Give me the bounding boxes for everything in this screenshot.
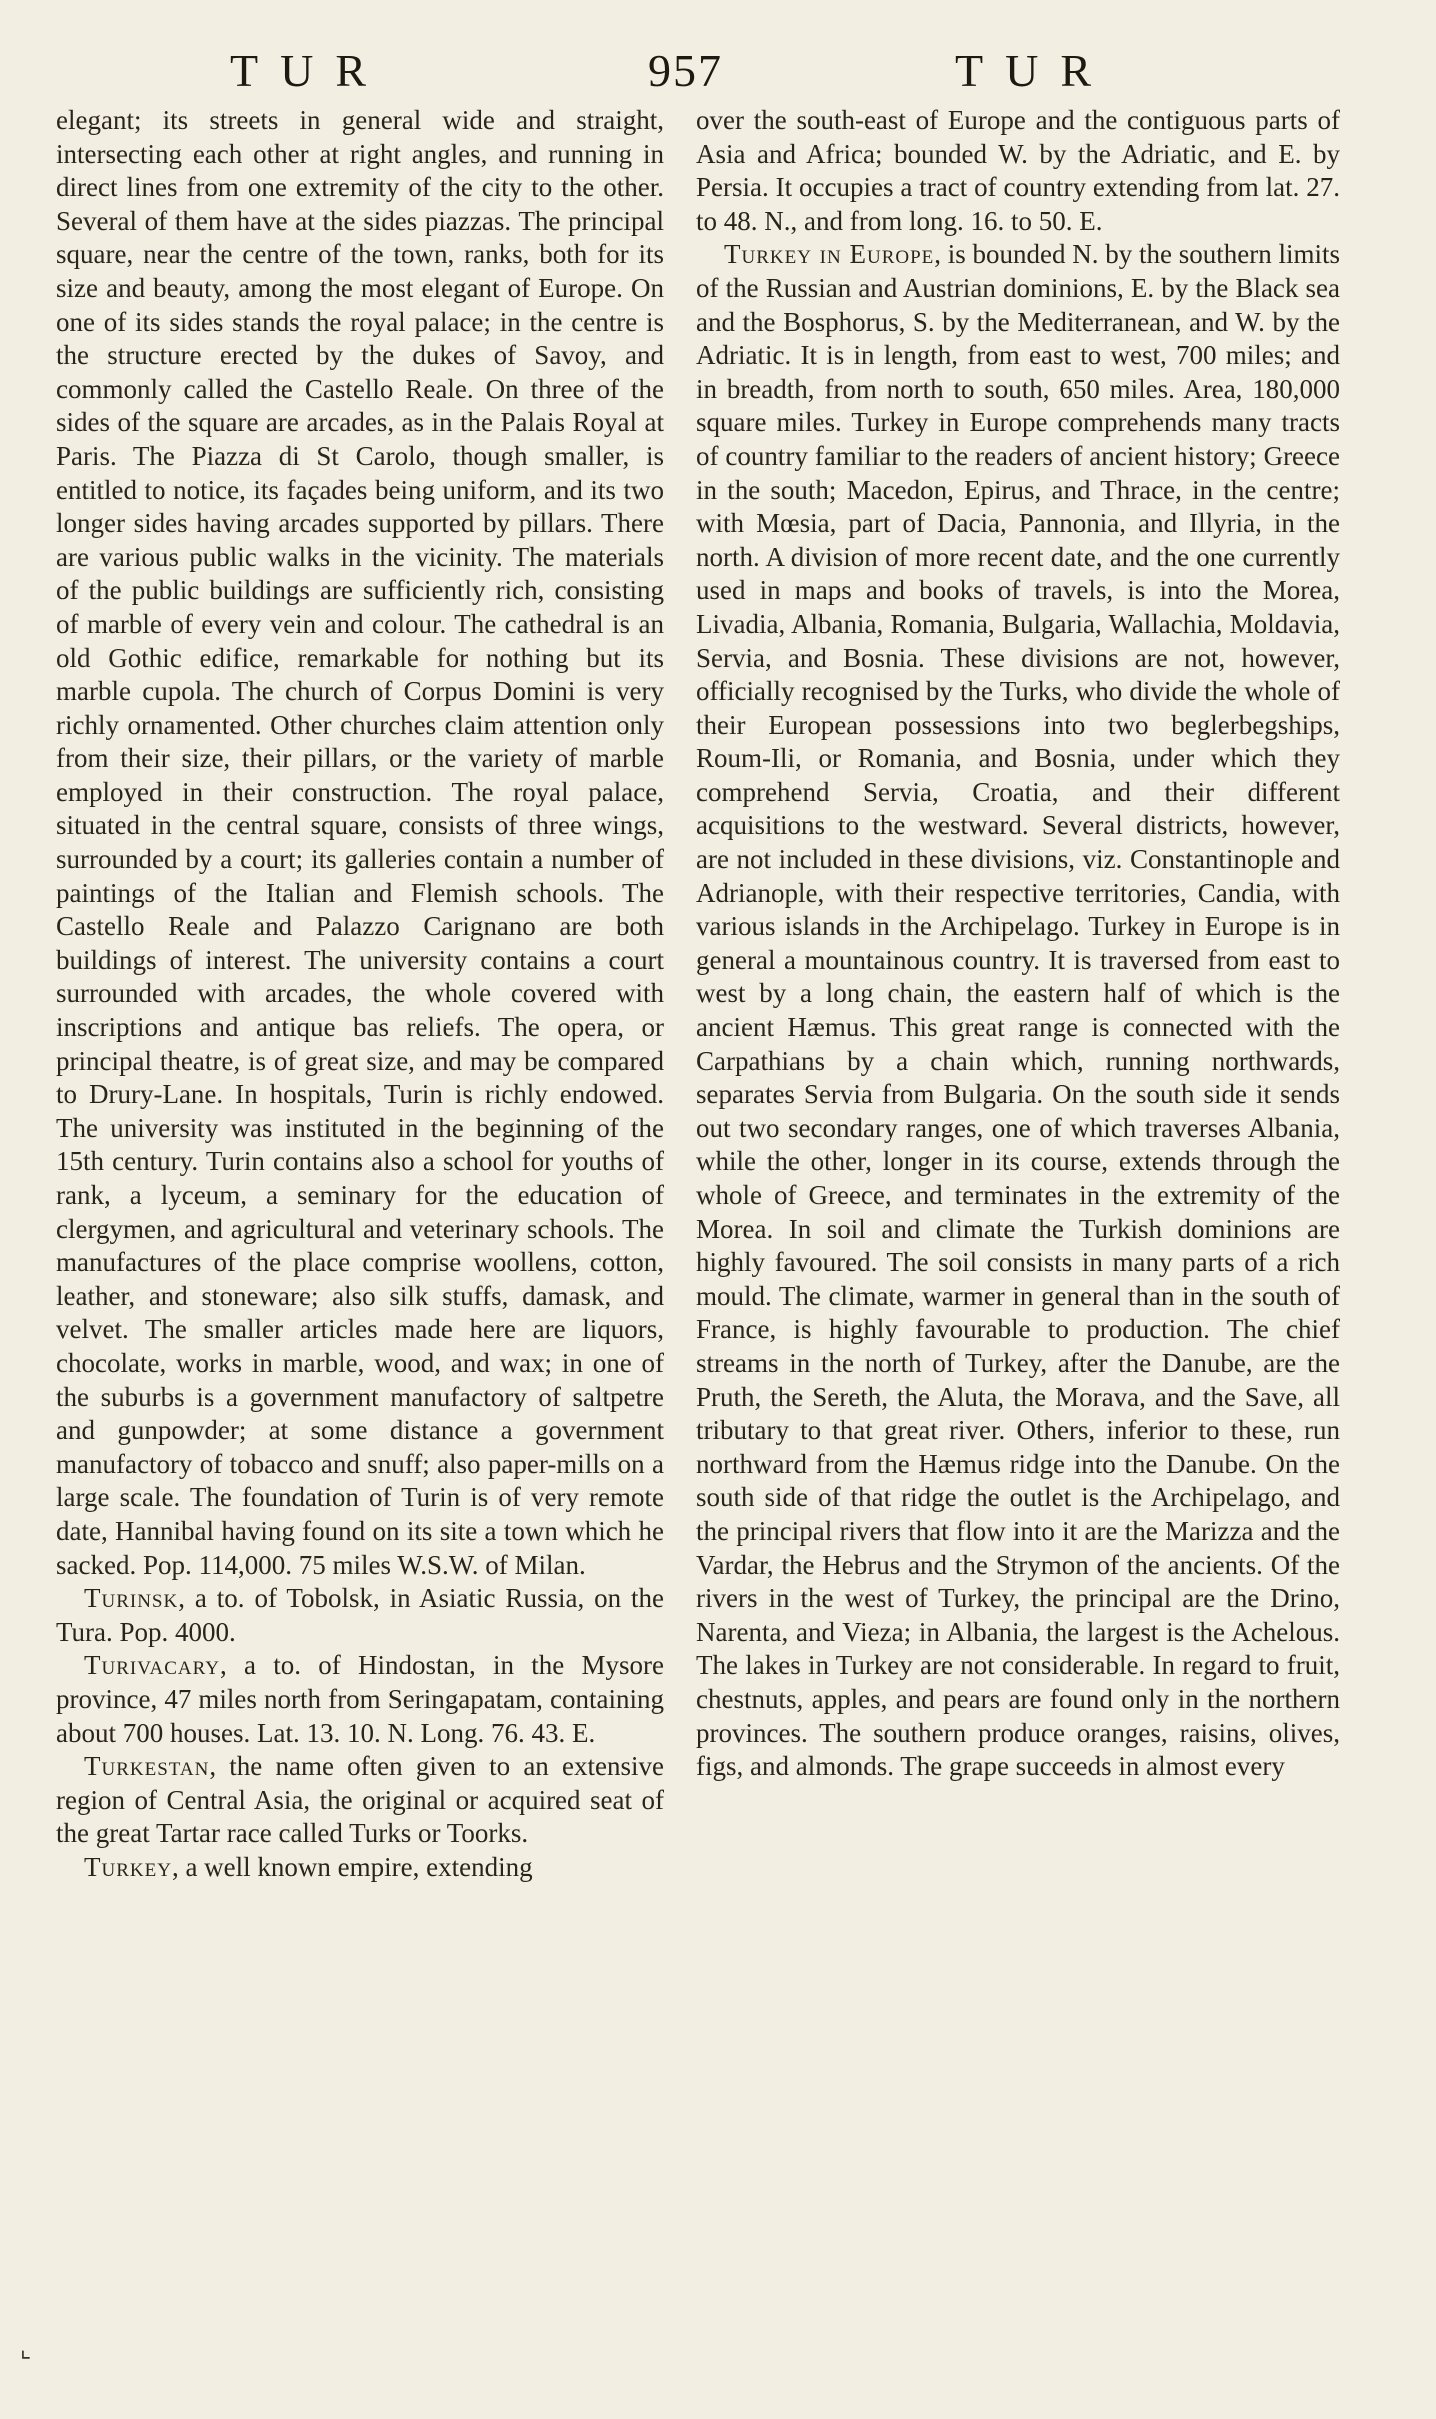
margin-mark: ⌞ bbox=[20, 2335, 32, 2363]
entry-turkey-continuation: over the south-east of Europe and the contiguous parts of Asia and Africa; bounded W. by the Adriatic, and E. by Persia. It occupies a tract of country extending from lat. 27. to 48. N., and from long. 16. to 50. E. bbox=[696, 105, 1340, 236]
entry-term: Turinsk bbox=[84, 1583, 179, 1614]
entry-text: , a to. of Hindostan, in the Mysore province, 47 miles north from Seringapatam, containing about 700 houses. Lat. 13. 10. N. Long. 76. 43. E. bbox=[56, 1650, 664, 1748]
page-number: 957 bbox=[648, 45, 723, 96]
right-column bbox=[696, 104, 1340, 1784]
entry-text: , a well known empire, extending bbox=[171, 1851, 533, 1882]
header-left-word: TUR bbox=[230, 45, 388, 96]
entry-term: Turkey bbox=[84, 1851, 172, 1882]
entry-text: , a to. of Tobolsk, in Asiatic Russia, on the Tura. Pop. 4000. bbox=[56, 1583, 664, 1647]
entry-turivacary bbox=[56, 1649, 664, 1750]
entry-text: , is bounded N. by the southern limits of the Russian and Austrian dominions, E. by the Black sea and the Bosphorus, S. by the Mediterranean, and W. by the Adriatic. It is in length, from east to west, 700 miles; and in breadth, from north to south, 650 miles. Area, 180,000 square miles. Turkey in Europe comprehends many tracts of country familiar to the readers of ancient history; Greece in the south; Macedon, Epirus, and Thrace, in the centre; with Mœsia, part of Dacia, Pannonia, and Illyria, in the north. A division of more recent date, and the one currently used in maps and books of travels, is into the Morea, Livadia, Albania, Romania, Bulgaria, Wallachia, Moldavia, Servia, and Bosnia. These divisions are not, however, officially recognised by the Turks, who divide the whole of their European possessions into two beglerbegships, Roum-Ili, or Romania, and Bosnia, under which they comprehend Servia, Croatia, and their different acquisitions to the westward. Several districts, however, are not included in these divisions, viz. Constantinople and Adrianople, with their respective territories, Candia, with various islands in the Archipelago. Turkey in Europe is in general a mountainous country. It is traversed from east to west by a long chain, the eastern half of which is the ancient Hæmus. This great range is connected with the Carpathians by a chain which, running northwards, separates Servia from Bulgaria. On the south side it sends out two secondary ranges, one of which traverses Albania, while the other, longer in its course, extends through the whole of Greece, and terminates in the extremity of the Morea. In soil and climate the Turkish dominions are highly favoured. The soil consists in many parts of a rich mould. The climate, warmer in general than in the south of France, is highly favourable to production. The chief streams in the north of Turkey, after the Danube, are the Pruth, the Sereth, the Aluta, the Morava, and the Save, all tributary to that great river. Others, inferior to these, run northward from the Hæmus ridge into the Danube. On the south side of that ridge the outlet is the Archipelago, and the principal rivers that flow into it are the Marizza and the Vardar, the Hebrus and the Strymon of the ancients. Of the rivers in the west of Turkey, the principal are the Drino, Narenta, and Vieza; in Albania, the largest is the Achelous. The lakes in Turkey are not considerable. In regard to fruit, chestnuts, apples, and pears are found only in the northern provinces. The southern produce oranges, raisins, olives, figs, and almonds. The grape succeeds in almost every bbox=[696, 239, 1340, 1782]
entry-turin-continuation: elegant; its streets in general wide and straight, intersecting each other at right angles, and running in direct lines from one extremity of the city to the other. Several of them have at the sides piazzas. The principal square, near the centre of the town, ranks, both for its size and beauty, among the most elegant of Europe. On one of its sides stands the royal palace; in the centre is the structure erected by the dukes of Savoy, and commonly called the Castello Reale. On three of the sides of the square are arcades, as in the Palais Royal at Paris. The Piazza di St Carolo, though smaller, is entitled to notice, its façades being uniform, and its two longer sides having arcades supported by pillars. There are various public walks in the vicinity. The materials of the public buildings are sufficiently rich, consisting of marble of every vein and colour. The cathedral is an old Gothic edifice, remarkable for nothing but its marble cupola. The church of Corpus Domini is very richly ornamented. Other churches claim attention only from their size, their pillars, or the variety of marble employed in their construction. The royal palace, situated in the central square, consists of three wings, surrounded by a court; its galleries contain a number of paintings of the Italian and Flemish schools. The Castello Reale and Palazzo Carignano are both buildings of interest. The university contains a court surrounded with arcades, the whole covered with inscriptions and antique bas reliefs. The opera, or principal theatre, is of great size, and may be compared to Drury-Lane. In hospitals, Turin is richly endowed. The university was instituted in the beginning of the 15th century. Turin contains also a school for youths of rank, a lyceum, a seminary for the education of clergymen, and agricultural and veterinary schools. The manufactures of the place comprise woollens, cotton, leather, and stoneware; also silk stuffs, damask, and velvet. The smaller articles made here are liquors, chocolate, works in marble, wood, and wax; in one of the suburbs is a government manufactory of saltpetre and gunpowder; at some distance a government manufactory of tobacco and snuff; also paper-mills on a large scale. The foundation of Turin is of very remote date, Hannibal having found on its site a town which he sacked. Pop. 114,000. 75 miles W.S.W. of Milan. bbox=[56, 105, 664, 1580]
entry-turkey-in-europe bbox=[696, 238, 1340, 1783]
header-right-word: TUR bbox=[955, 45, 1113, 96]
entry-term: Turkestan bbox=[84, 1751, 210, 1782]
left-column bbox=[56, 104, 664, 1884]
entry-turkestan bbox=[56, 1750, 664, 1851]
entry-turkey bbox=[56, 1851, 664, 1885]
entry-turinsk bbox=[56, 1582, 664, 1649]
running-header bbox=[0, 44, 1436, 104]
entry-term: Turkey in Europe bbox=[724, 239, 935, 270]
entry-term: Turivacary bbox=[84, 1650, 220, 1681]
entry-text: , the name often given to an extensive region of Central Asia, the original or acquired seat of the great Tartar race called Turks or Toorks. bbox=[56, 1751, 664, 1849]
